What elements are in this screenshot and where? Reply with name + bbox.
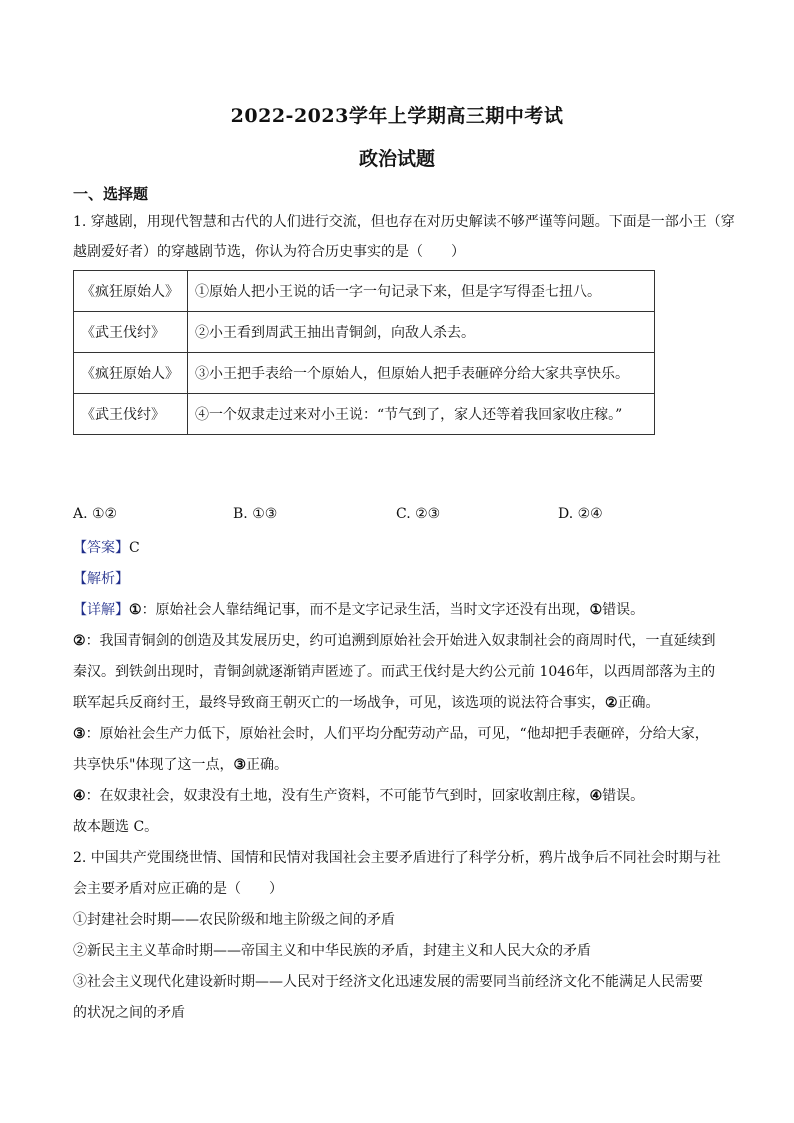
explain-line-5 [73,724,721,744]
explain-text: ：原始社会生产力低下，原始社会时，人们平均分配劳动产品，可见，“他却把手表砸碎，分给大家， [85,726,709,742]
explain-line-3: 秦汉。到铁剑出现时，青铜剑就逐渐销声匿迹了。而武王伐纣是大约公元前 1046年，以西周部落为主的 [73,664,716,680]
explain-text: 正确。 [617,695,660,711]
answer-value: C [129,540,140,556]
table-row [74,271,655,312]
table-cell-scene: ④一个奴隶走过来对小王说：“节气到了，家人还等着我回家收庄稼。” [188,394,655,435]
table-row [74,353,655,394]
explain-text: ：我国青铜剑的创造及其发展历史，约可追溯到原始社会开始进入奴隶制社会的商周时代，一直延续到 [85,633,716,649]
table-cell-scene: ①原始人把小王说的话一字一句记录下来，但是字写得歪七扭八。 [188,271,655,312]
table-cell-drama: 《疯狂原始人》 [74,353,188,394]
detail-tag: 【详解】 [73,602,129,618]
q1-stem-line2: 越剧爱好者）的穿越剧节选，你认为符合历史事实的是（ ） [73,244,465,260]
table-cell-scene: ③小王把手表给一个原始人，但原始人把手表砸碎分给大家共享快乐。 [188,353,655,394]
explain-line-6 [73,755,721,775]
answer-tag: 【答案】 [73,540,129,556]
q2-item-3-line2: 的状况之间的矛盾 [73,1005,185,1021]
explain-line-1 [73,600,721,620]
explain-text: 错误。 [602,788,645,804]
table-cell-drama: 《疯狂原始人》 [74,271,188,312]
conclusion: 故本题选 C。 [73,819,159,835]
q1-options-table [73,270,655,435]
q1-stem-line1: 1. 穿越剧，用现代智慧和古代的人们进行交流，但也存在对历史解读不够严谨等问题。下面是一部小王（穿 [73,214,735,230]
explain-line-4 [73,693,721,713]
table-row [74,312,655,353]
explain-text: 正确。 [246,757,289,773]
explain-text: 联军起兵反商纣王，最终导致商王朝灭亡的一场战争，可见，该选项的说法符合事实， [73,695,605,711]
explain-line-7 [73,786,721,806]
table-cell-drama: 《武王伐纣》 [74,312,188,353]
explain-mark: ② [73,633,86,649]
explain-text: ：原始社会人靠结绳记事，而不是文字记录生活，当时文字还没有出现， [141,602,590,618]
explain-mark: ① [129,602,142,618]
choice-d: D. ②④ [558,506,603,522]
choice-b: B. ①③ [233,506,278,522]
analysis-tag: 【解析】 [73,571,129,587]
explain-mark: ③ [233,757,247,773]
explain-mark: ④ [73,788,86,804]
page-title: 2022-2023学年上学期高三期中考试 [230,105,564,127]
q2-item-1: ①封建社会时期——农民阶级和地主阶级之间的矛盾 [73,912,395,928]
answer-line [73,538,721,558]
q1-choices [0,506,794,528]
section-heading: 一、选择题 [73,185,149,203]
choice-c: C. ②③ [396,506,441,522]
table-cell-drama: 《武王伐纣》 [74,394,188,435]
explain-text: 错误。 [602,602,645,618]
explain-mark: ④ [589,788,603,804]
choice-a: A. ①② [73,506,118,522]
explain-text: ：在奴隶社会，奴隶没有土地，没有生产资料，不可能节气到时，回家收割庄稼， [85,788,590,804]
explain-text: 共享快乐"体现了这一点， [73,757,234,773]
explain-mark: ② [605,695,618,711]
q2-stem-line2: 会主要矛盾对应正确的是（ ） [73,881,283,897]
table-row [74,394,655,435]
table-cell-scene: ②小王看到周武王抽出青铜剑，向敌人杀去。 [188,312,655,353]
q2-item-2: ②新民主主义革命时期——帝国主义和中华民族的矛盾，封建主义和人民大众的矛盾 [73,943,591,959]
q2-item-3-line1: ③社会主义现代化建设新时期——人民对于经济文化迅速发展的需要同当前经济文化不能满足人民需要 [73,974,703,990]
q2-stem-line1: 2. 中国共产党围绕世情、国情和民情对我国社会主要矛盾进行了科学分析，鸦片战争后不同社会时期与社 [73,850,721,866]
explain-mark: ① [589,602,603,618]
explain-line-2 [73,631,721,651]
explain-mark: ③ [73,726,86,742]
page-subtitle: 政治试题 [358,148,435,170]
